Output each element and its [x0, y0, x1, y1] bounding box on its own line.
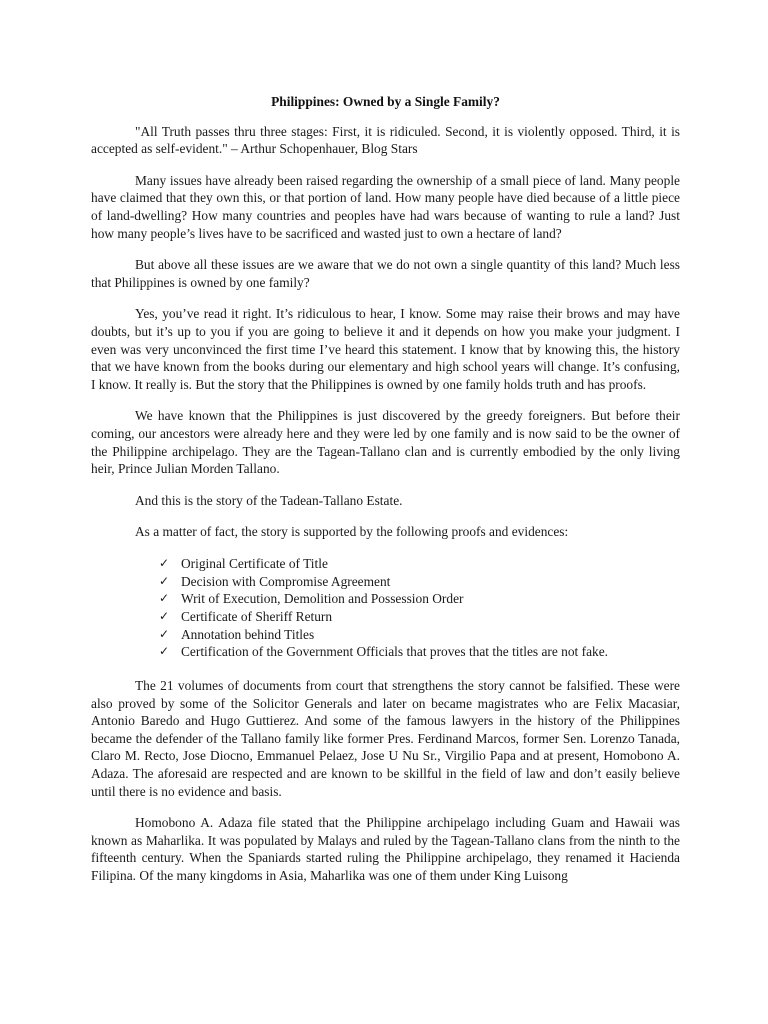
body-paragraph-5: And this is the story of the Tadean-Tallano Estate. [135, 492, 403, 508]
body-paragraph-8: Homobono A. Adaza file stated that the Philippine archipelago including Guam and Hawaii was known as Maharlika. It was populated by Malays and ruled by the Tagean-Tallano clans from the ninth to the fifteenth century. When the Spaniards started ruling the Philippine archipelago, they renamed it Hacienda Filipina. Of the many kingdoms in Asia, Maharlika was one of them under King Luisong [91, 815, 680, 884]
body-paragraph-7: The 21 volumes of documents from court that strengthens the story cannot be falsified. These were also proved by some of the Solicitor Generals and later on became magistrates who are Felix Macasiar, Antonio Baredo and Hugo Guttierez. And some of the famous lawyers in the history of the Philippines became the defender of the Tallano family like former Pres. Ferdinand Marcos, former Sen. Lorenzo Tanada, Claro M. Recto, Jose Diocno, Emmanuel Pelaez, Jose U Nu Sr., Virgilio Papa and at present, Homobono A. Adaza. The aforesaid are respected and are known to be skillful in the field of law and don’t easily believe until there is no evidence and basis. [91, 678, 680, 799]
list-item-text: Annotation behind Titles [181, 626, 315, 642]
checkmark-icon: ✓ [159, 644, 170, 659]
list-item [159, 590, 680, 608]
checkmark-icon: ✓ [159, 608, 170, 623]
body-paragraph-3: Yes, you’ve read it right. It’s ridiculous to hear, I know. Some may raise their brows and may have doubts, but it’s up to you if you are going to believe it and it depends on how you make your judgment. I even was very unconvinced the first time I’ve heard this statement. I know that by knowing this, the history that we have known from the books during our elementary and high school years will change. It’s confusing, I know. It really is. But the story that the Philippines is owned by one family holds truth and has proofs. [91, 306, 680, 392]
list-item [159, 643, 680, 661]
list-item [159, 573, 680, 591]
body-paragraph-2: But above all these issues are we aware that we do not own a single quantity of this land? Much less that Philippines is owned by one family? [91, 257, 680, 290]
body-paragraph-6: As a matter of fact, the story is supported by the following proofs and evidences: [135, 524, 569, 540]
list-item-text: Certificate of Sheriff Return [181, 608, 333, 624]
list-item-text: Certification of the Government Officials that proves that the titles are not fake. [181, 644, 608, 660]
list-item-text: Original Certificate of Title [181, 555, 328, 571]
quote-paragraph: "All Truth passes thru three stages: First, it is ridiculed. Second, it is violently opposed. Third, it is accepted as self-evident." – Arthur Schopenhauer, Blog Stars [91, 123, 680, 157]
checkmark-icon: ✓ [159, 573, 170, 588]
document-title: Philippines: Owned by a Single Family? [271, 94, 500, 109]
list-item-text: Decision with Compromise Agreement [181, 573, 391, 589]
list-item [159, 608, 680, 626]
body-paragraph-4: We have known that the Philippines is just discovered by the greedy foreigners. But before their coming, our ancestors were already here and they were led by one family and is now said to be the owner of the Philippine archipelago. They are the Tagean-Tallano clan and is currently embodied by the only living heir, Prince Julian Morden Tallano. [91, 408, 680, 477]
evidence-list [91, 555, 680, 661]
checkmark-icon: ✓ [159, 555, 170, 570]
list-item-text: Writ of Execution, Demolition and Possession Order [181, 591, 464, 607]
checkmark-icon: ✓ [159, 626, 170, 641]
list-item [159, 555, 680, 573]
body-paragraph-1: Many issues have already been raised regarding the ownership of a small piece of land. Many people have claimed that they own this, or that portion of land. How many people have died because of a little piece of land-dwelling? How many countries and peoples have had wars because of wanting to rule a land? Just how many people’s lives have to be sacrificed and wasted just to own a hectare of land? [91, 172, 680, 241]
list-item [159, 626, 680, 644]
document-body [91, 93, 680, 899]
checkmark-icon: ✓ [159, 591, 170, 606]
